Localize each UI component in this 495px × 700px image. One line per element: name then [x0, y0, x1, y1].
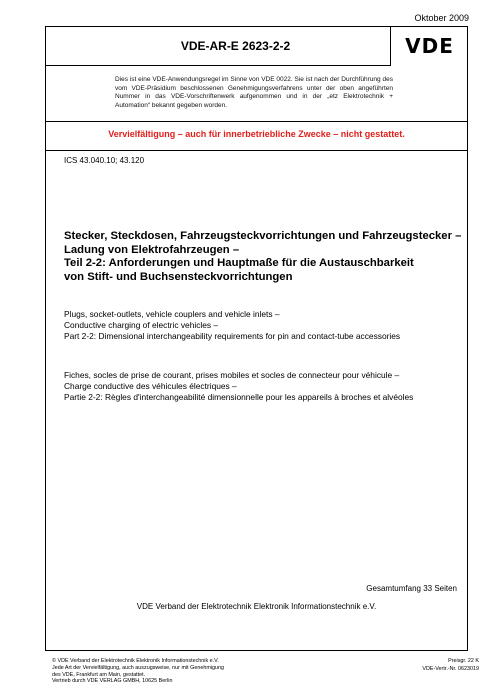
standard-number: VDE-AR-E 2623-2-2	[45, 26, 391, 66]
issue-date: Oktober 2009	[414, 13, 469, 23]
divider	[45, 121, 468, 122]
title-line: von Stift- und Buchsensteckvorrichtungen	[64, 270, 293, 283]
price-group: Preisgr. 22 K	[448, 658, 479, 664]
vde-logo: VDE	[405, 34, 454, 58]
copy-warning: Vervielfältigung – auch für innerbetriebliche Zwecke – nicht gestattet.	[108, 129, 405, 139]
organization-name: VDE Verband der Elektrotechnik Elektronik Informationstechnik e.V.	[136, 602, 377, 611]
title-english	[64, 309, 459, 341]
footer-line: © VDE Verband der Elektrotechnik Elektronik Informationstechnik e.V.	[52, 658, 219, 664]
title-line: Fiches, socles de prise de courant, prises mobiles et socles de connecteur pour véhicule –	[64, 370, 400, 380]
title-line: Part 2-2: Dimensional interchangeability requirements for pin and contact-tube accessories	[64, 330, 401, 341]
title-line: Charge conductive des véhicules électriques –	[64, 380, 237, 391]
divider	[45, 150, 468, 151]
footer-line: des VDE, Frankfurt am Main, gestattet.	[52, 671, 146, 678]
footer-line: Vertrieb durch VDE VERLAG GMBH, 10625 Berlin	[52, 678, 173, 685]
total-pages: Gesamtumfang 33 Seiten	[366, 584, 457, 593]
title-line: Plugs, socket-outlets, vehicle couplers and vehicle inlets –	[64, 309, 280, 319]
title-line: Conductive charging of electric vehicles –	[64, 319, 219, 330]
title-line: Teil 2-2: Anforderungen und Hauptmaße für die Austauschbarkeit	[64, 257, 414, 270]
title-line: Partie 2-2: Règles d'interchangeabilité dimensionnelle pour les appareils à broches et alvéoles	[64, 391, 414, 402]
footer-line: Jede Art der Vervielfältigung, auch auszugsweise, nur mit Genehmigung	[52, 664, 224, 671]
price-footer	[422, 658, 479, 673]
title-line: Ladung von Elektrofahrzeugen –	[64, 243, 240, 256]
intro-paragraph: Dies ist eine VDE-Anwendungsregel im Sinne von VDE 0022. Sie ist nach der Durchführung des vom VDE-Präsidium beschlossenen Genehmigungsverfahrens unter der oben angeführten Nummer in das VDE-Vorschriftenwerk aufgenommen und in der „etz Elektrotechnik + Automation“ bekannt gegeben worden.	[115, 76, 393, 109]
copyright-footer	[52, 658, 224, 685]
vde-order-number: VDE-Vertr.-Nr. 0623019	[422, 665, 479, 672]
title-german	[64, 230, 462, 284]
ics-code: ICS 43.040.10; 43.120	[64, 156, 145, 165]
title-french	[64, 370, 459, 402]
title-line: Stecker, Steckdosen, Fahrzeugsteckvorrichtungen und Fahrzeugstecker –	[64, 230, 462, 242]
